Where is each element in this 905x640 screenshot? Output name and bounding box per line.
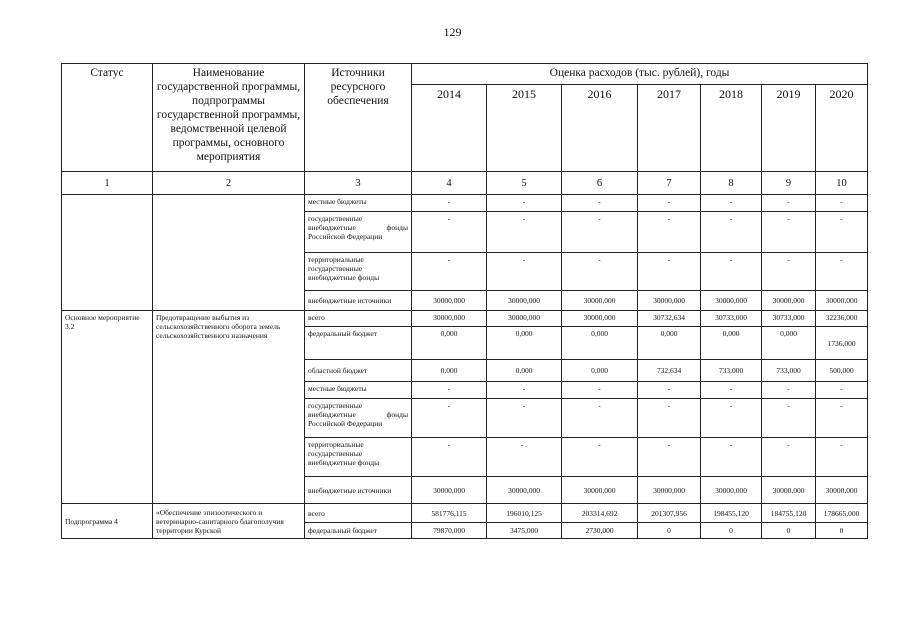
- value-cell: 0,000: [487, 360, 562, 382]
- header-sources: Источники ресурсного обеспечения: [305, 64, 412, 172]
- source-cell: внебюджетные источники: [305, 291, 412, 311]
- value-cell: 30000,000: [487, 291, 562, 311]
- value-cell: 30733,000: [701, 311, 762, 327]
- value-cell: -: [487, 195, 562, 212]
- value-cell: 2730,000: [562, 523, 638, 539]
- col-number: 6: [562, 172, 638, 195]
- value-cell: 178665,000: [816, 504, 868, 523]
- value-cell: 3475,000: [487, 523, 562, 539]
- value-cell: -: [562, 253, 638, 291]
- column-numbers-row: [62, 172, 868, 195]
- value-cell: 0,000: [762, 327, 816, 360]
- value-cell: -: [701, 399, 762, 438]
- header-name: Наименование государственной программы, подпрограммы государственной программы, ведомственной целевой программы, основного мероприятия: [153, 64, 305, 172]
- value-cell: -: [701, 253, 762, 291]
- source-cell: государственные внебюджетные фонды Российской Федерации: [305, 212, 412, 253]
- year-2016: 2016: [562, 85, 638, 172]
- value-cell: -: [412, 253, 487, 291]
- source-cell: всего: [305, 504, 412, 523]
- value-cell: 0,000: [487, 327, 562, 360]
- value-cell: -: [762, 195, 816, 212]
- source-cell: территориальные государственные внебюджетные фонды: [305, 253, 412, 291]
- name-cell-empty: [153, 195, 305, 311]
- value-cell: 30000,000: [816, 291, 868, 311]
- source-cell: всего: [305, 311, 412, 327]
- source-cell: местные бюджеты: [305, 382, 412, 399]
- value-cell: -: [762, 438, 816, 477]
- value-cell: -: [412, 195, 487, 212]
- source-cell: областной бюджет: [305, 360, 412, 382]
- value-cell: 0,000: [562, 327, 638, 360]
- value-cell: -: [562, 195, 638, 212]
- value-cell: 30000,000: [638, 291, 701, 311]
- value-cell: -: [762, 212, 816, 253]
- value-cell: -: [762, 382, 816, 399]
- status-cell: Основное мероприятие 3.2: [62, 311, 153, 504]
- value-cell: 79870,000: [412, 523, 487, 539]
- col-number: 9: [762, 172, 816, 195]
- value-cell: -: [412, 438, 487, 477]
- value-cell: 581776,115: [412, 504, 487, 523]
- value-cell: - .: [487, 438, 562, 477]
- value-cell: 30732,634: [638, 311, 701, 327]
- value-cell: 1736,000: [816, 327, 868, 360]
- value-cell: 32236,000: [816, 311, 868, 327]
- source-cell: федеральный бюджет: [305, 327, 412, 360]
- year-2017: 2017: [638, 85, 701, 172]
- value-cell: 500,000: [816, 360, 868, 382]
- value-cell: 0: [638, 523, 701, 539]
- year-2018: 2018: [701, 85, 762, 172]
- value-cell: -: [762, 253, 816, 291]
- value-cell: 30000,000: [816, 477, 868, 504]
- value-cell: 30000,000: [562, 477, 638, 504]
- year-2019: 2019: [762, 85, 816, 172]
- header-status: Статус: [62, 64, 153, 172]
- value-cell: -: [701, 438, 762, 477]
- value-cell: -: [638, 399, 701, 438]
- value-cell: 732,634: [638, 360, 701, 382]
- status-cell-empty: [62, 195, 153, 311]
- source-cell: местные бюджеты: [305, 195, 412, 212]
- source-cell: федеральный бюджет: [305, 523, 412, 539]
- col-number: 4: [412, 172, 487, 195]
- value-cell: 30000,000: [562, 291, 638, 311]
- value-cell: -: [638, 382, 701, 399]
- value-cell: 30000,000: [412, 477, 487, 504]
- value-cell: -: [701, 195, 762, 212]
- value-cell: -: [412, 382, 487, 399]
- value-cell: 0,000: [412, 360, 487, 382]
- value-cell: -: [562, 212, 638, 253]
- value-cell: 30000,000: [412, 311, 487, 327]
- value-cell: -: [487, 399, 562, 438]
- value-cell: 196010,125: [487, 504, 562, 523]
- value-cell: -: [562, 399, 638, 438]
- table-row: [62, 195, 868, 212]
- source-cell: территориальные государственные внебюджетные фонды: [305, 438, 412, 477]
- source-cell: государственные внебюджетные фонды Российской Федерации: [305, 399, 412, 438]
- value-cell: -: [701, 382, 762, 399]
- value-cell: -: [487, 253, 562, 291]
- value-cell: -: [816, 212, 868, 253]
- name-cell: «Обеспечение эпизоотического и ветеринарно-санитарного благополучия территории Курской: [153, 504, 305, 539]
- name-cell: Предотвращение выбытия из сельскохозяйственного оборота земель сельскохозяйственного назначения: [153, 311, 305, 504]
- value-cell: 30000,000: [487, 311, 562, 327]
- value-cell: 733,000: [701, 360, 762, 382]
- value-cell: 201307,956: [638, 504, 701, 523]
- header-estimate: Оценка расходов (тыс. рублей), годы: [412, 64, 868, 85]
- source-cell: внебюджетные источники: [305, 477, 412, 504]
- year-2014: 2014: [412, 85, 487, 172]
- value-cell: -: [562, 382, 638, 399]
- col-number: 3: [305, 172, 412, 195]
- table-row: [62, 504, 868, 523]
- col-number: 10: [816, 172, 868, 195]
- value-cell: 0,000: [638, 327, 701, 360]
- value-cell: 30733,000: [762, 311, 816, 327]
- value-cell: -: [487, 382, 562, 399]
- value-cell: 30000,000: [562, 311, 638, 327]
- value-cell: 184755,120: [762, 504, 816, 523]
- value-cell: -: [816, 253, 868, 291]
- col-number: 8: [701, 172, 762, 195]
- page-number: 129: [443, 25, 462, 39]
- value-cell: -: [816, 399, 868, 438]
- year-2020: 2020: [816, 85, 868, 172]
- col-number: 2: [153, 172, 305, 195]
- value-cell: 30000,000: [487, 477, 562, 504]
- value-cell: -: [638, 212, 701, 253]
- table-row: [62, 311, 868, 327]
- budget-table: [61, 63, 868, 539]
- value-cell: -: [638, 438, 701, 477]
- value-cell: -: [762, 399, 816, 438]
- col-number: 7: [638, 172, 701, 195]
- value-cell: 30000,000: [762, 291, 816, 311]
- value-cell: 0,000: [701, 327, 762, 360]
- year-2015: 2015: [487, 85, 562, 172]
- col-number: 1: [62, 172, 153, 195]
- value-cell: -: [638, 253, 701, 291]
- col-number: 5: [487, 172, 562, 195]
- header-row-1: [62, 64, 868, 85]
- value-cell: 198455,120: [701, 504, 762, 523]
- value-cell: -: [816, 195, 868, 212]
- value-cell: 0: [816, 523, 868, 539]
- value-cell: -: [412, 399, 487, 438]
- value-cell: -: [816, 382, 868, 399]
- value-cell: 0,000: [412, 327, 487, 360]
- value-cell: 0,000: [562, 360, 638, 382]
- value-cell: 0: [762, 523, 816, 539]
- value-cell: 733,000: [762, 360, 816, 382]
- value-cell: 203314,692: [562, 504, 638, 523]
- value-cell: -: [816, 438, 868, 477]
- value-cell: 30000,000: [762, 477, 816, 504]
- value-cell: -: [562, 438, 638, 477]
- value-cell: -: [701, 212, 762, 253]
- value-cell: 0: [701, 523, 762, 539]
- value-cell: 30000,000: [701, 291, 762, 311]
- value-cell: -: [638, 195, 701, 212]
- value-cell: 30000,000: [638, 477, 701, 504]
- value-cell: -: [487, 212, 562, 253]
- status-cell: Подпрограмма 4: [62, 504, 153, 539]
- value-cell: 30000,000: [412, 291, 487, 311]
- value-cell: -: [412, 212, 487, 253]
- value-cell: 30000,000: [701, 477, 762, 504]
